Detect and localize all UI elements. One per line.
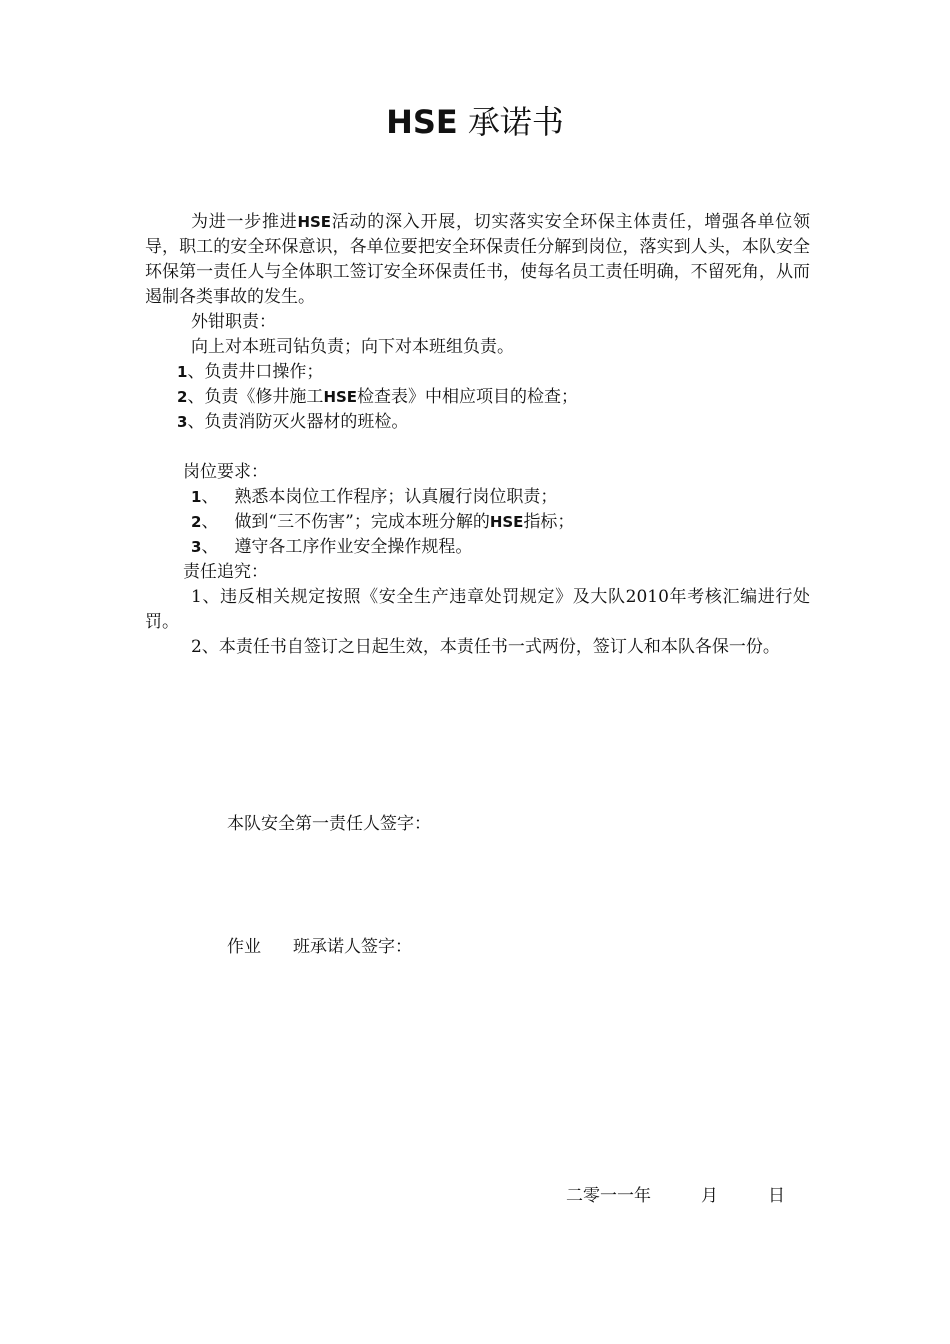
accountability-heading: 责任追究： [183,562,268,582]
requirement-item-text: 做到“三不伤害”；完成本班分解的 [234,512,490,532]
duty-item-text-rest: 检查表》中相应项目的检查； [357,387,579,407]
intro-hse: HSE [297,213,332,231]
duty-item-number: 1 [177,363,188,381]
worker-signature-prefix: 作业 [227,937,261,957]
requirement-item-number: 2 [191,513,202,531]
requirement-item-text-rest: 指标； [523,512,575,532]
accountability-item: 1、违反相关规定按照《安全生产违章处罚规定》及大队2010年考核汇编进行处罚。 [145,587,810,632]
worker-signature-label [227,935,412,960]
requirement-item-text: 熟悉本岗位工作程序；认真履行岗位职责； [234,487,558,507]
date-day: 日 [768,1186,785,1206]
duty-item-number: 2 [177,388,188,406]
duties-heading: 外钳职责： [191,312,276,332]
duty-item-separator: 、 [187,387,205,407]
duty-item-separator: 、 [187,362,205,382]
requirement-item-separator: 、 [201,487,219,507]
requirement-item-number: 3 [191,538,202,556]
date-year: 二零一一年 [566,1186,651,1206]
requirements-heading: 岗位要求： [183,462,268,482]
blank-line [145,435,810,460]
requirement-item [145,485,810,510]
duty-item [145,385,810,410]
duty-item-number: 3 [177,413,188,431]
title-hse: HSE [386,103,458,141]
duty-item-text: 负责消防灭火器材的班检。 [204,412,409,432]
requirement-item [145,510,810,535]
duty-item [145,360,810,385]
intro-paragraph [145,210,810,310]
duty-item-text: 负责井口操作； [204,362,324,382]
date-month: 月 [701,1186,718,1206]
duty-item-separator: 、 [187,412,205,432]
requirement-item-separator: 、 [201,537,219,557]
document-body [145,210,810,660]
title-text: 承诺书 [467,103,564,141]
intro-text-start: 为进一步推进 [191,212,298,232]
signing-date [566,1184,785,1209]
requirement-item-number: 1 [191,488,202,506]
requirement-item-separator: 、 [201,512,219,532]
worker-signature-text: 班承诺人签字： [293,937,412,957]
intro-text-rest: 活动的深入开展，切实落实安全环保主体责任，增强各单位领导，职工的安全环保意识，各单位要把安全环保责任分解到岗位，落实到人头，本队安全环保第一责任人与全体职工签订安全环保责任书，使每名员工责任明确，不留死角，从而遏制各类事故的发生。 [145,212,811,307]
duty-item-text: 负责《修井施工 [204,387,324,407]
duty-item [145,410,810,435]
duty-item-hse: HSE [323,388,358,406]
requirement-item-text: 遵守各工序作业安全操作规程。 [234,537,473,557]
duties-reporting: 向上对本班司钻负责；向下对本班组负责。 [191,337,514,357]
document-title [0,100,950,144]
requirement-item [145,535,810,560]
accountability-item: 2、本责任书自签订之日起生效，本责任书一式两份，签订人和本队各保一份。 [191,637,780,657]
requirement-item-hse: HSE [489,513,524,531]
leader-signature-label: 本队安全第一责任人签字： [227,814,431,834]
